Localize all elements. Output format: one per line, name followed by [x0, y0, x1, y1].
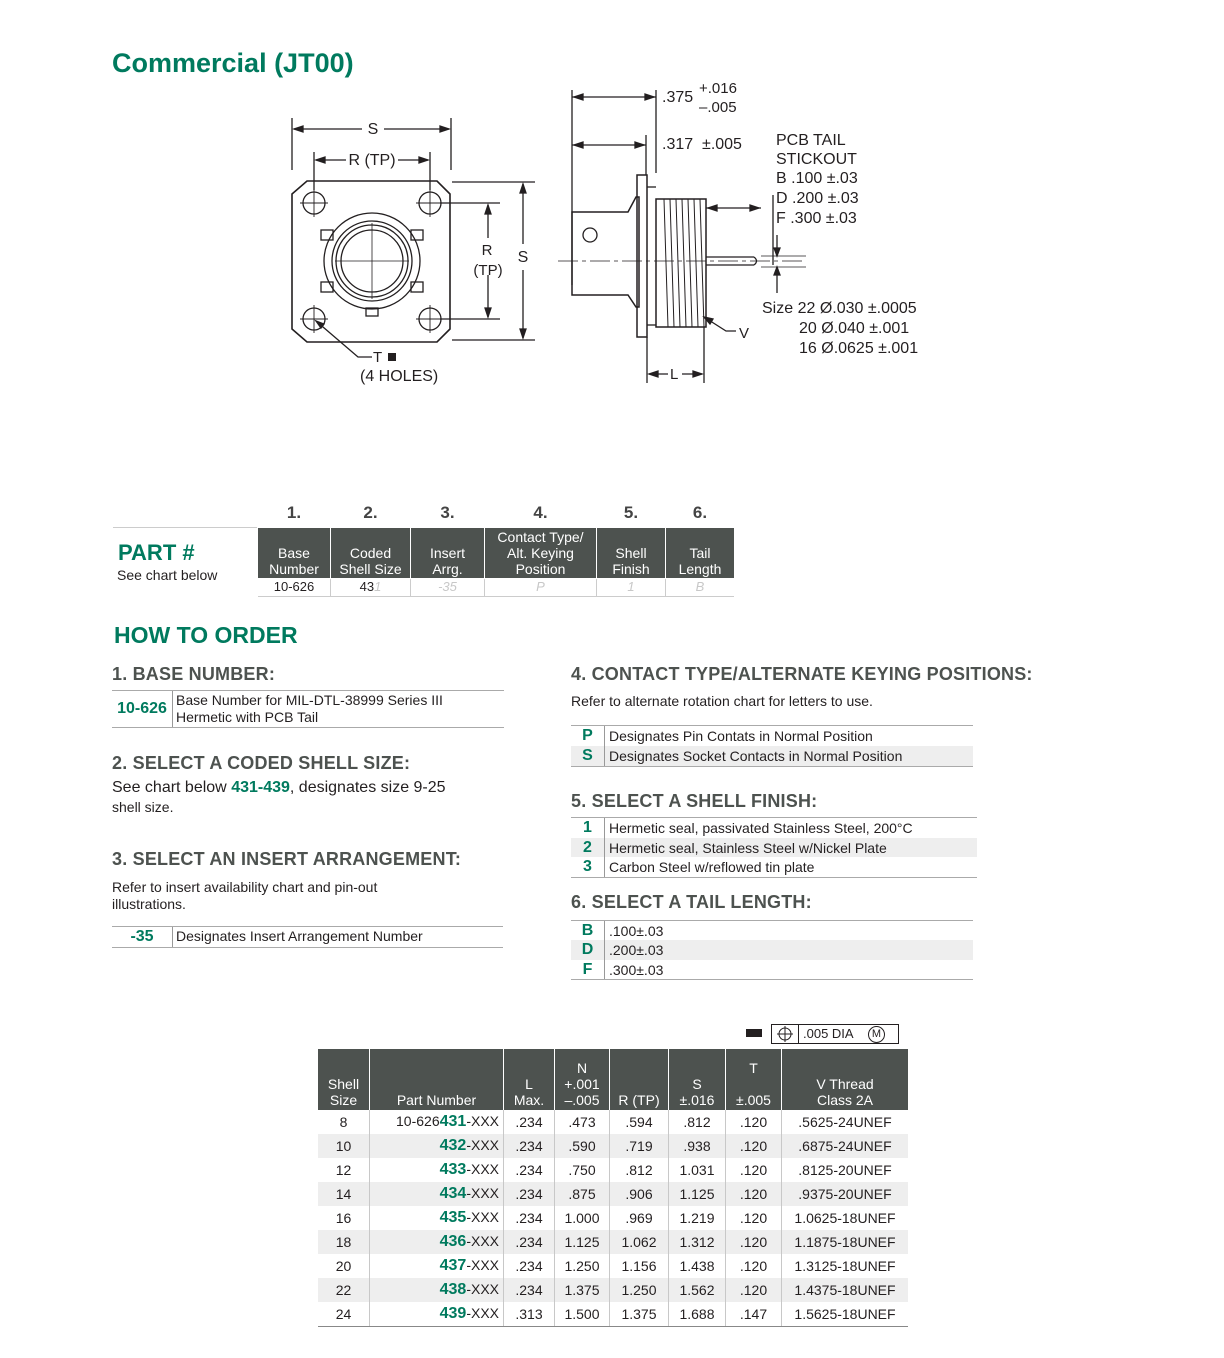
- page-title: Commercial (JT00): [112, 48, 354, 78]
- cell-n: 1.250: [555, 1254, 610, 1278]
- t-holes-count: (4 HOLES): [360, 368, 439, 385]
- section-insert-title: 3. SELECT AN INSERT ARRANGEMENT:: [112, 849, 462, 869]
- section-shell-finish-title: 5. SELECT A SHELL FINISH:: [571, 791, 818, 811]
- part-pos-6: 6.: [692, 503, 708, 522]
- cell-l: .313: [504, 1302, 555, 1327]
- table-row: [318, 1254, 908, 1278]
- stickout-label: STICKOUT: [776, 151, 857, 168]
- cell-r: .906: [610, 1182, 669, 1206]
- dim-375-tol-minus: –.005: [699, 99, 737, 116]
- cell-l: .234: [504, 1182, 555, 1206]
- part-value-tail: B: [695, 579, 705, 594]
- dim-375-label: .375: [662, 89, 694, 106]
- part-number-label: PART #: [118, 540, 195, 565]
- cell-r: 1.250: [610, 1278, 669, 1302]
- part-value-finish: 1: [627, 579, 635, 594]
- table-row: [318, 1110, 908, 1134]
- dim-r-label: R: [481, 242, 493, 259]
- stickout-b: B .100 ±.03: [776, 170, 858, 187]
- cell-r: .594: [610, 1110, 669, 1134]
- cell-s: 1.125: [669, 1182, 726, 1206]
- cell-t: .120: [726, 1110, 782, 1134]
- cell-v: 1.5625-18UNEF: [782, 1302, 909, 1327]
- part-head-base-number: Base Number: [258, 528, 330, 578]
- tolerance-frame: [771, 1024, 899, 1044]
- dim-317-label: .317 ±.005: [662, 136, 742, 153]
- tail-length-list: [571, 920, 973, 980]
- cell-v: .9375-20UNEF: [782, 1182, 909, 1206]
- dim-tp-label: (TP): [473, 262, 503, 279]
- datum-square-symbol: [746, 1029, 762, 1037]
- cell-shell: 16: [335, 1210, 352, 1226]
- part-pos-2: 2.: [363, 503, 378, 522]
- part-head-shell-finish: Shell Finish: [597, 528, 665, 578]
- table-row: [318, 1158, 908, 1182]
- cell-r: 1.156: [610, 1254, 669, 1278]
- section-base-number-title: 1. BASE NUMBER:: [112, 664, 276, 684]
- part-pos-4: 4.: [533, 503, 548, 522]
- col-n: N +.001 –.005: [555, 1049, 610, 1110]
- t-square-symbol: [388, 353, 396, 361]
- cell-s: 1.438: [669, 1254, 726, 1278]
- cell-part-number: 439-XXX: [370, 1302, 504, 1327]
- cell-part-number: 438-XXX: [370, 1278, 504, 1302]
- base-number-desc: Base Number for MIL-DTL-38999 Series III Hermetic with PCB Tail: [176, 692, 443, 725]
- part-head-shell-size: Coded Shell Size: [331, 528, 410, 578]
- contact-type-row: P Designates Pin Contats in Normal Position: [571, 726, 973, 746]
- table-row: [318, 1206, 908, 1230]
- part-pos-3: 3.: [440, 503, 455, 522]
- part-value-insert: -35: [438, 579, 457, 594]
- contact-type-list: [571, 725, 973, 767]
- cell-shell: 14: [318, 1182, 370, 1206]
- col-shell-size: Shell Size: [318, 1049, 370, 1110]
- l-dim-label: L: [670, 366, 679, 383]
- cell-l: .234: [504, 1158, 555, 1182]
- col-s: S ±.016: [669, 1049, 726, 1110]
- cell-t: .120: [726, 1206, 782, 1230]
- cell-l: .234: [504, 1254, 555, 1278]
- part-value-base: 10-626: [273, 579, 315, 594]
- cell-l: .234: [504, 1134, 555, 1158]
- cell-v: 1.1875-18UNEF: [782, 1230, 909, 1254]
- part-head-contact-type: Contact Type/ Alt. Keying Position: [485, 528, 596, 578]
- cell-n: 1.375: [555, 1278, 610, 1302]
- table-row: [318, 1182, 908, 1206]
- tail-length-row: F .300±.03: [571, 960, 973, 979]
- cell-l: .234: [504, 1230, 555, 1254]
- stickout-d: D .200 ±.03: [776, 190, 859, 207]
- position-icon: [772, 1025, 799, 1043]
- base-number-row: [112, 690, 504, 728]
- cell-v: 1.4375-18UNEF: [782, 1278, 909, 1302]
- cell-r: .969: [610, 1206, 669, 1230]
- size-20-dia: 20 Ø.040 ±.001: [799, 320, 910, 337]
- cell-part-number: 435-XXX: [370, 1206, 504, 1230]
- table-row: [318, 1230, 908, 1254]
- cell-part-number: 432-XXX: [370, 1134, 504, 1158]
- cell-part-number: 434-XXX: [370, 1182, 504, 1206]
- cell-shell: 22: [318, 1278, 370, 1302]
- cell-shell: 8: [339, 1114, 348, 1130]
- cell-r: .812: [610, 1158, 669, 1182]
- tail-length-row: D .200±.03: [571, 940, 973, 960]
- cell-t: .147: [726, 1302, 782, 1327]
- part-head-tail-length: Tail Length: [666, 528, 734, 578]
- size-16-dia: 16 Ø.0625 ±.001: [799, 340, 919, 357]
- cell-t: .120: [726, 1134, 782, 1158]
- insert-code: -35: [112, 927, 173, 947]
- front-view-drawing: [280, 110, 550, 400]
- cell-s: 1.312: [669, 1230, 726, 1254]
- cell-n: 1.500: [555, 1302, 610, 1327]
- cell-shell: 24: [318, 1302, 370, 1327]
- cell-t: .120: [726, 1254, 782, 1278]
- dim-s-label: S: [367, 121, 379, 138]
- dimension-table: [318, 1049, 908, 1327]
- shell-finish-list: [571, 817, 977, 878]
- shell-finish-row: 2 Hermetic seal, Stainless Steel w/Nickel Plate: [571, 838, 977, 857]
- cell-v: .6875-24UNEF: [782, 1134, 909, 1158]
- cell-s: .812: [669, 1110, 726, 1134]
- cell-s: 1.688: [669, 1302, 726, 1327]
- stickout-f: F .300 ±.03: [776, 210, 857, 227]
- cell-part-number: 437-XXX: [370, 1254, 504, 1278]
- cell-t: .120: [726, 1278, 782, 1302]
- col-t: T ±.005: [726, 1049, 782, 1110]
- cell-part-number: 433-XXX: [370, 1158, 504, 1182]
- v-thread-label: V: [739, 325, 750, 342]
- insert-row: [112, 926, 503, 948]
- size-22-dia: Size 22 Ø.030 ±.0005: [762, 300, 917, 317]
- cell-l: .234: [504, 1278, 555, 1302]
- part-pos-1: 1.: [286, 503, 302, 522]
- part-number-sub: See chart below: [117, 567, 218, 583]
- dim-r-tp-label: R (TP): [348, 152, 396, 169]
- cell-n: 1.000: [555, 1206, 610, 1230]
- mmc-symbol: M: [868, 1026, 885, 1043]
- t-holes-label: T: [373, 349, 383, 366]
- shell-size-text-line2: shell size.: [112, 799, 174, 815]
- cell-s: 1.562: [669, 1278, 726, 1302]
- shell-finish-row: 3 Carbon Steel w/reflowed tin plate: [571, 857, 977, 877]
- insert-text: Refer to insert availability chart and pin-out illustrations.: [112, 879, 378, 912]
- shell-size-text: See chart below 431-439, designates size 9-25: [112, 779, 446, 796]
- part-value-contact: P: [536, 579, 545, 594]
- cell-shell: 10: [318, 1134, 370, 1158]
- cell-l: .234: [504, 1206, 555, 1230]
- insert-desc: Designates Insert Arrangement Number: [176, 928, 423, 944]
- contact-type-row: S Designates Socket Contacts in Normal Position: [571, 746, 973, 766]
- pcb-tail-label: PCB TAIL: [776, 132, 846, 149]
- cell-v: .8125-20UNEF: [782, 1158, 909, 1182]
- cell-part-number: 436-XXX: [370, 1230, 504, 1254]
- cell-n: .473: [555, 1110, 610, 1134]
- cell-t: .120: [726, 1230, 782, 1254]
- dim-s-right-label: S: [517, 249, 529, 266]
- tolerance-value: .005 DIA: [803, 1026, 854, 1041]
- cell-shell: 18: [318, 1230, 370, 1254]
- cell-n: .875: [555, 1182, 610, 1206]
- table-row: [318, 1134, 908, 1158]
- part-label-rule: [113, 527, 257, 528]
- col-part-number: Part Number: [370, 1049, 504, 1110]
- base-number-code: 10-626: [112, 691, 173, 727]
- table-row: [318, 1302, 908, 1327]
- cell-shell: 12: [335, 1162, 352, 1178]
- cell-r: .719: [610, 1134, 669, 1158]
- tail-length-row: B .100±.03: [571, 921, 973, 940]
- contact-type-text: Refer to alternate rotation chart for letters to use.: [571, 693, 873, 709]
- cell-n: 1.125: [555, 1230, 610, 1254]
- cell-n: .750: [555, 1158, 610, 1182]
- cell-n: .590: [555, 1134, 610, 1158]
- cell-r: 1.062: [610, 1230, 669, 1254]
- cell-shell: 20: [335, 1258, 352, 1274]
- cell-s: 1.219: [669, 1206, 726, 1230]
- cell-t: .120: [726, 1158, 782, 1182]
- col-l-max: L Max.: [504, 1049, 555, 1110]
- part-value-shell: 431: [359, 579, 382, 594]
- cell-part-number: 10-626431-XXX: [370, 1110, 504, 1134]
- dim-375-tol-plus: +.016: [699, 80, 737, 97]
- cell-s: .938: [669, 1134, 726, 1158]
- cell-s: 1.031: [669, 1158, 726, 1182]
- cell-v: 1.0625-18UNEF: [782, 1206, 909, 1230]
- how-to-order-title: HOW TO ORDER: [114, 622, 298, 648]
- cell-t: .120: [726, 1182, 782, 1206]
- cell-r: 1.375: [610, 1302, 669, 1327]
- section-tail-length-title: 6. SELECT A TAIL LENGTH:: [571, 892, 812, 912]
- col-v-thread: V Thread Class 2A: [782, 1049, 909, 1110]
- section-contact-type-title: 4. CONTACT TYPE/ALTERNATE KEYING POSITIONS:: [571, 664, 1033, 684]
- table-row: [318, 1278, 908, 1302]
- cell-v: .5625-24UNEF: [782, 1110, 909, 1134]
- cell-l: .234: [504, 1110, 555, 1134]
- side-view-drawing: [556, 75, 936, 395]
- part-pos-5: 5.: [623, 503, 639, 522]
- section-shell-size-title: 2. SELECT A CODED SHELL SIZE:: [112, 753, 411, 773]
- cell-v: 1.3125-18UNEF: [782, 1254, 909, 1278]
- part-head-insert: Insert Arrg.: [411, 528, 484, 578]
- col-r-tp: R (TP): [610, 1049, 669, 1110]
- shell-finish-row: 1 Hermetic seal, passivated Stainless Steel, 200°C: [571, 818, 977, 838]
